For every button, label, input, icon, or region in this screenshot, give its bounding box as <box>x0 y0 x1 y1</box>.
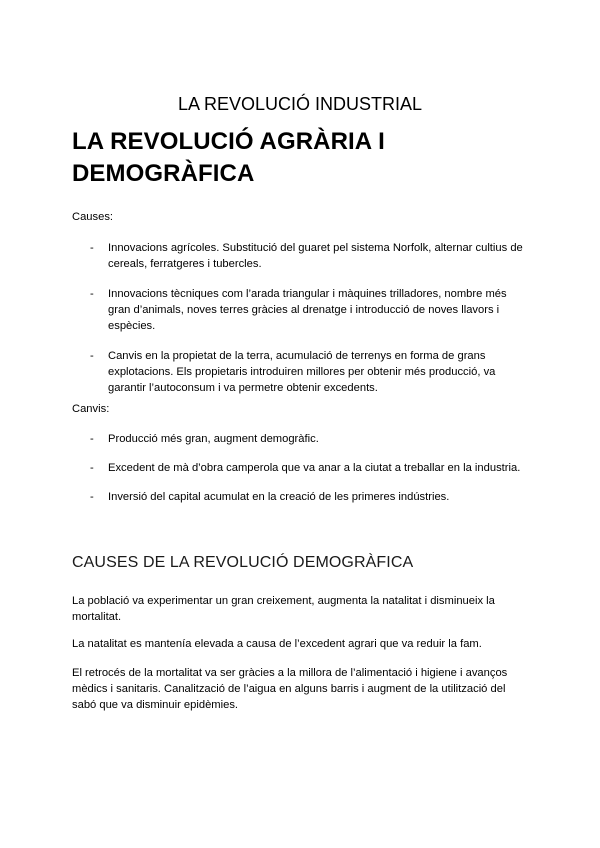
list-item-text: Innovacions agrícoles. Substitució del guaret pel sistema Norfolk, alternar cultius de cereals, ferratgeres i tubercles. <box>108 242 523 270</box>
list-item <box>72 431 532 447</box>
list-marker: - <box>90 350 94 362</box>
paragraph: La població va experimentar un gran creixement, augmenta la natalitat i disminueix la mortalitat. <box>72 595 495 623</box>
list-item-text: Canvis en la propietat de la terra, acumulació de terrenys en forma de grans explotacions. Els propietaris introduiren millores per obtenir més producció, va garantir l’autoconsum i va permetre obtenir excedents. <box>108 350 496 394</box>
document-title: LA REVOLUCIÓ INDUSTRIAL <box>177 94 423 114</box>
list-marker: - <box>90 491 94 503</box>
list-item-text: Inversió del capital acumulat en la creació de les primeres indústries. <box>108 491 450 503</box>
list-marker: - <box>90 242 94 254</box>
list-item <box>72 460 532 476</box>
list-item <box>72 489 532 505</box>
causes-label: Causes: <box>72 211 114 223</box>
changes-list <box>72 431 532 505</box>
list-item-text: Innovacions tècniques com l’arada triangular i màquines trilladores, nombre més gran d’animals, noves terres gràcies al drenatge i introducció de noves llavors i espècies. <box>108 288 507 332</box>
section-heading-demographic-causes: CAUSES DE LA REVOLUCIÓ DEMOGRÀFICA <box>72 554 414 571</box>
causes-list <box>72 240 532 396</box>
list-item <box>72 240 532 272</box>
paragraph: La natalitat es mantenía elevada a causa de l’excedent agrari que va reduir la fam. <box>72 638 482 650</box>
changes-label: Canvis: <box>72 403 110 415</box>
list-marker: - <box>90 288 94 300</box>
list-item-text: Excedent de mà d’obra camperola que va anar a la ciutat a treballar en la industria. <box>108 462 521 474</box>
list-item <box>72 286 532 334</box>
list-item-text: Producció més gran, augment demogràfic. <box>108 433 319 445</box>
section-heading-agrarian-demographic: LA REVOLUCIÓ AGRÀRIA I DEMOGRÀFICA <box>72 128 385 187</box>
list-item <box>72 348 532 396</box>
list-marker: - <box>90 462 94 474</box>
list-marker: - <box>90 433 94 445</box>
paragraph: El retrocés de la mortalitat va ser gràcies a la millora de l’alimentació i higiene i avanços mèdics i sanitaris. Canalització de l’aigua en alguns barris i augment de la utilització del sabó que va disminuir epidèmies. <box>72 667 508 711</box>
